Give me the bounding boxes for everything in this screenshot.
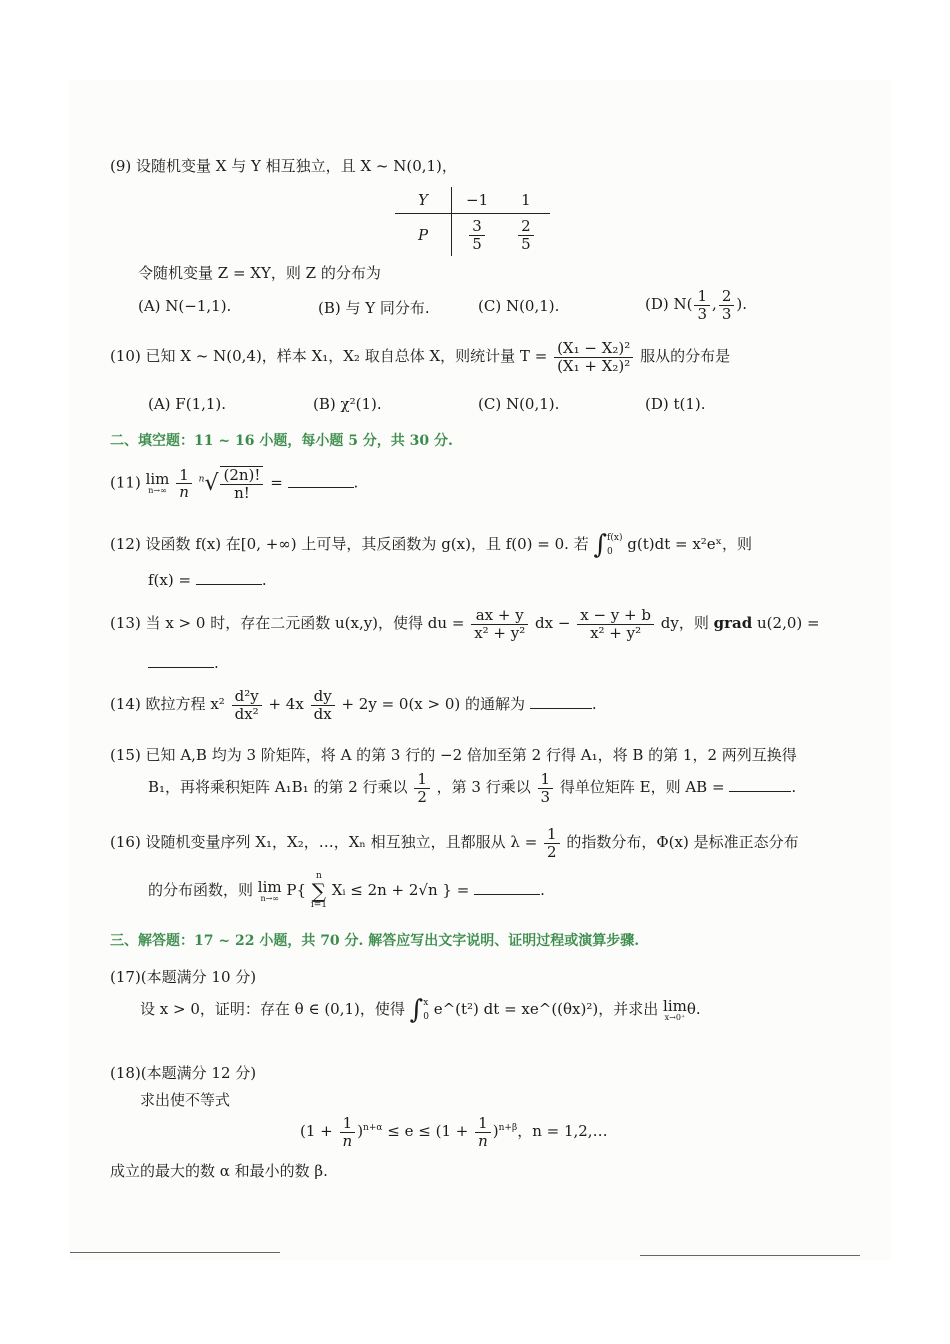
q18-conclusion: 成立的最大的数 α 和最小的数 β.: [110, 1162, 328, 1180]
q12-line2: f(x) = .: [148, 568, 267, 589]
q16-line1: (16) 设随机变量序列 X₁，X₂，…，Xₙ 相互独立，且都服从 λ = $\frac{1}{2}$ 的指数分布，Φ(x) 是标准正态分布: [110, 825, 799, 861]
q14-answer-blank: [530, 692, 592, 709]
q10-option-a: (A) F(1,1).: [148, 395, 227, 413]
footer-rule-left: [70, 1252, 280, 1253]
q15-line2: B₁，再将乘积矩阵 A₁B₁ 的第 2 行乘以 $\frac{1}{2}$ ，第 3 行乘以 $\frac{1}{3}$ 得单位矩阵 E，则 AB = .: [148, 770, 797, 806]
q10-option-d: (D) t(1).: [645, 395, 706, 413]
q18-title: (18)(本题满分 12 分): [110, 1064, 257, 1082]
q9-option-a: (A) N(−1,1).: [138, 297, 232, 315]
q18-inequality: (1 + $\frac{1}{n}$ )$^{n+\alpha}$ ≤ e ≤ (1 + $\frac{1}{n}$ )$^{n+\beta}$，n = 1,2,…: [300, 1114, 608, 1150]
table-row-label: P: [395, 214, 452, 257]
q11-answer-blank: [288, 471, 354, 488]
q9-prompt: 令随机变量 Z = XY，则 Z 的分布为: [138, 264, 381, 282]
q17-title: (17)(本题满分 10 分): [110, 968, 257, 986]
section-3-heading: 三、解答题：17 ~ 22 小题，共 70 分. 解答应写出文字说明、证明过程或演算步骤.: [110, 933, 640, 949]
q10-option-b: (B) χ²(1).: [313, 395, 382, 413]
table-row: [395, 214, 550, 257]
q18-intro: 求出使不等式: [140, 1091, 231, 1109]
q17-body: 设 x > 0，证明：存在 θ ∈ (0,1)，使得 ∫ x 0 e^(t²) dt = xe^((θx)²)，并求出 lim x→0⁺ θ.: [140, 995, 701, 1025]
q10-option-c: (C) N(0,1).: [478, 395, 560, 413]
q13-line1: (13) 当 x > 0 时，存在二元函数 u(x,y)，使得 du = $\frac{ax + y}{\text{x² + y²}}$ dx − $\frac{x - y + b}{\text{x² + y²}}$ dy，则 grad u(2,0) =: [110, 606, 820, 642]
table-cell: $\frac{2}{5}$: [502, 214, 550, 257]
table-header-value: −1: [452, 187, 503, 214]
q12-line1: (12) 设函数 f(x) 在[0, +∞) 上可导，其反函数为 g(x)，且 f(0) = 0. 若 ∫ f(x) 0 g(t)dt = x²eˣ，则: [110, 530, 753, 560]
q11: (11) lim n→∞ $\frac{1}{n}$ $^n$√ $\frac{(2n)!}{n!}$ = .: [110, 465, 359, 502]
table-row: [395, 187, 550, 214]
q12-answer-blank: [196, 568, 262, 585]
section-2-heading: 二、填空题：11 ~ 16 小题，每小题 5 分，共 30 分.: [110, 433, 453, 449]
q9-option-b: (B) 与 Y 同分布.: [318, 299, 430, 317]
q10-stem: (10) 已知 X ~ N(0,4)，样本 X₁，X₂ 取自总体 X，则统计量 T = $\frac{\text{(X₁ − X₂)²}}{\text{(X₁ + X₂)²}}$ 服从的分布是: [110, 339, 731, 375]
table-header-y: Y: [395, 187, 452, 214]
q9-option-c: (C) N(0,1).: [478, 297, 560, 315]
q15-line1: (15) 已知 A,B 均为 3 阶矩阵，将 A 的第 3 行的 −2 倍加至第 2 行得 A₁，将 B 的第 1，2 两列互换得: [110, 746, 797, 764]
footer-rule-right: [640, 1255, 860, 1256]
q9-distribution-table: [395, 187, 550, 256]
q16-line2: 的分布函数，则 lim n→∞ P{ n ∑ i=1 Xᵢ ≤ 2n + 2√n } = .: [148, 871, 545, 910]
q13-answer-blank: [148, 651, 214, 668]
q9-option-d: (D) N( $\frac{1}{3}$ , $\frac{2}{3}$ ).: [645, 287, 747, 323]
q14: (14) 欧拉方程 x² $\frac{\text{d²y}}{\text{dx²}}$ + 4x $\frac{dy}{dx}$ + 2y = 0(x > 0) 的通解为 .: [110, 687, 597, 723]
q16-answer-blank: [474, 878, 540, 895]
q15-answer-blank: [729, 775, 791, 792]
table-header-value: 1: [502, 187, 550, 214]
q9-stem: (9) 设随机变量 X 与 Y 相互独立，且 X ~ N(0,1)，: [110, 157, 457, 175]
table-cell: $\frac{3}{5}$: [452, 214, 503, 257]
q13-line2: .: [148, 651, 219, 672]
